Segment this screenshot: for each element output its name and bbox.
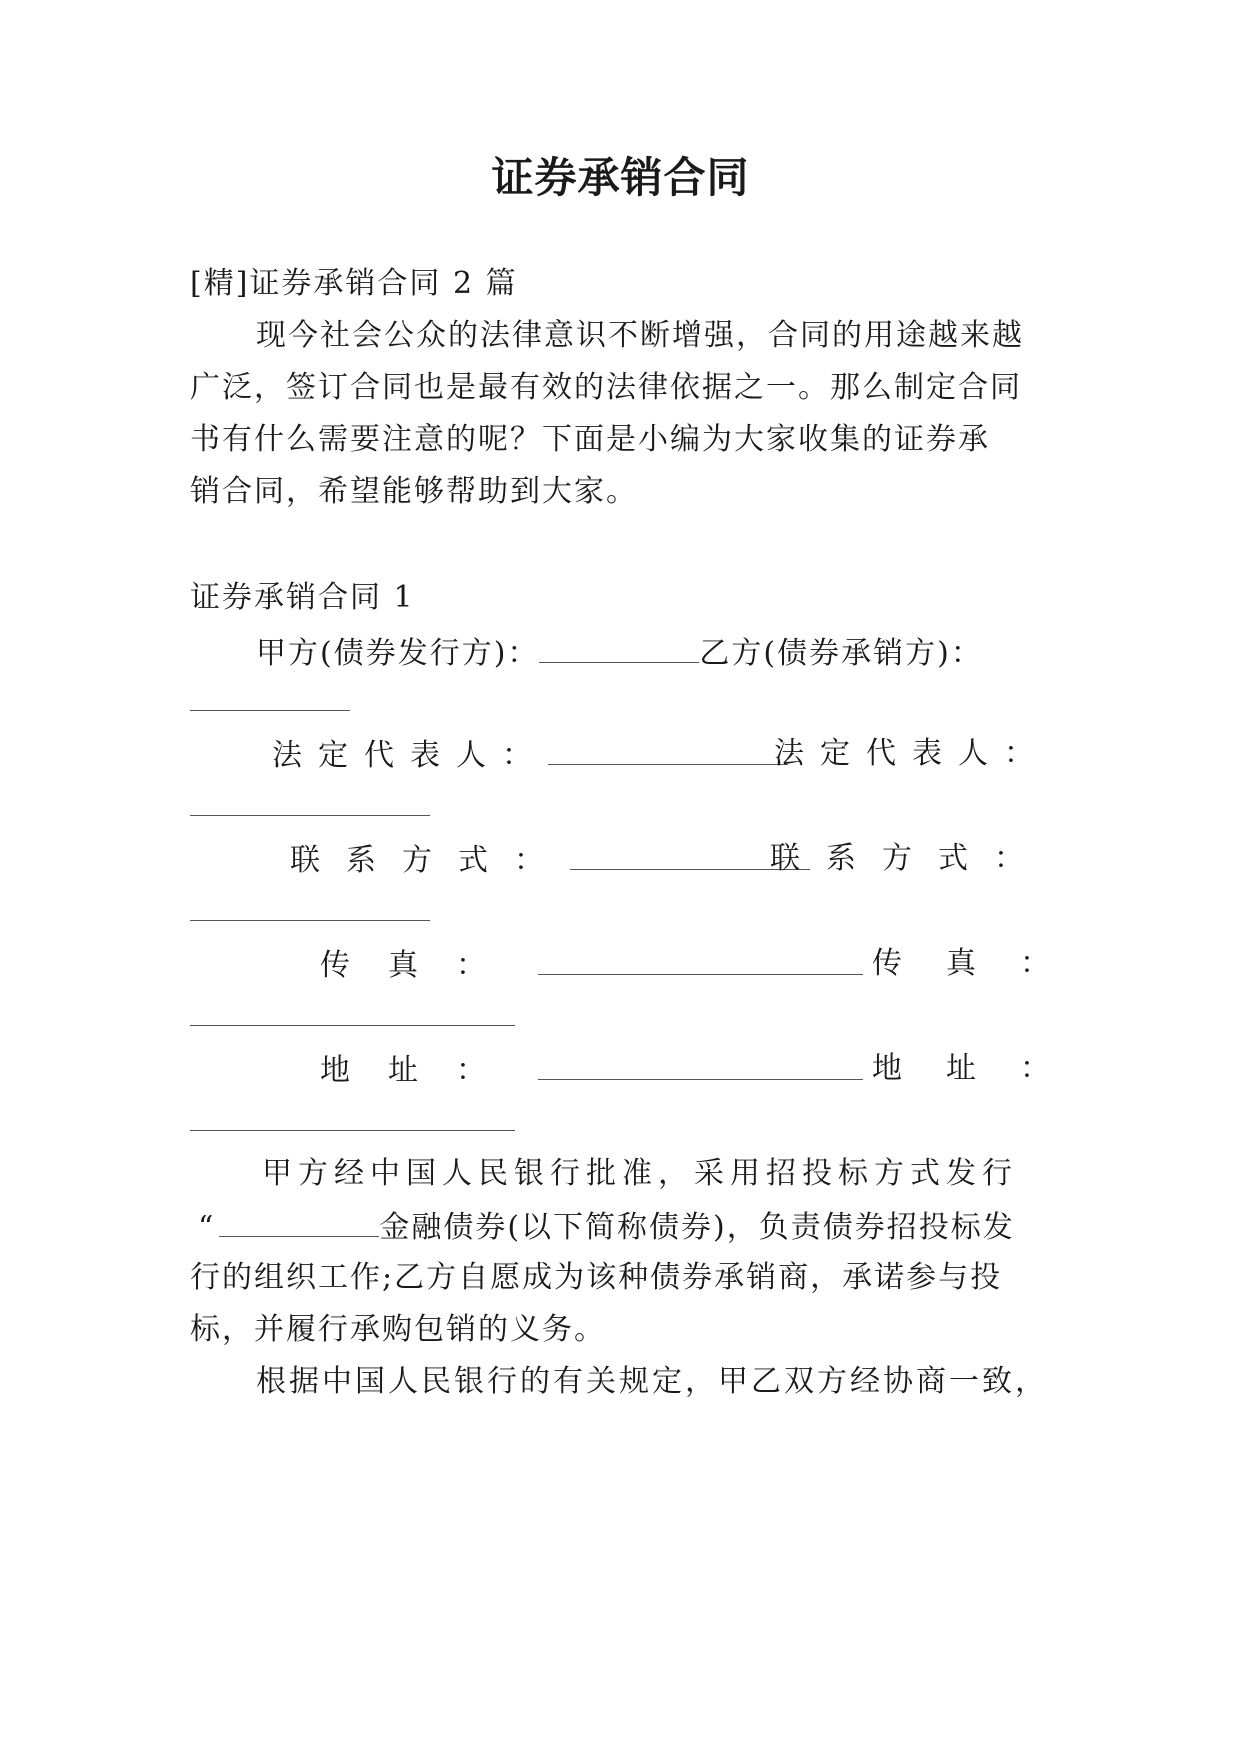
contact-b-blank[interactable]	[190, 920, 430, 921]
address-line	[320, 1049, 1094, 1091]
quote-mark: “	[198, 1210, 216, 1245]
intro-line-4: 销合同，希望能够帮助到大家。	[190, 474, 638, 509]
fax-line	[320, 944, 1094, 986]
legal-rep-label-b: 法定代表人：	[774, 736, 1050, 771]
address-b-blank[interactable]	[190, 1130, 515, 1131]
fax-label-b: 传真：	[872, 946, 1094, 981]
body-line-2-text: 金融债券(以下简称债券)，负责债券招投标发	[379, 1210, 1015, 1245]
section-heading: 证券承销合同 1	[190, 580, 415, 615]
intro-line-3: 书有什么需要注意的呢？下面是小编为大家收集的证券承	[190, 422, 990, 457]
body-line-1: 甲方经中国人民银行批准，采用招投标方式发行	[262, 1156, 1018, 1191]
party-line	[256, 632, 1050, 674]
intro-line-1: 现今社会公众的法律意识不断增强，合同的用途越来越	[256, 318, 1024, 353]
document-subtitle: [精]证券承销合同 2 篇	[190, 266, 518, 301]
party-a-blank[interactable]	[539, 632, 699, 663]
contact-label-b: 联系方式：	[770, 841, 1050, 876]
address-label-a: 地址：	[320, 1053, 524, 1088]
legal-rep-label-a: 法定代表人：	[272, 738, 548, 773]
address-label-b: 地址：	[872, 1051, 1094, 1086]
contact-line	[290, 839, 1050, 881]
fax-a-blank[interactable]	[538, 944, 863, 975]
party-b-label: 乙方(债券承销方)：	[699, 636, 983, 671]
intro-line-2: 广泛，签订合同也是最有效的法律依据之一。那么制定合同	[190, 370, 1022, 405]
legal-rep-b-blank[interactable]	[190, 815, 430, 816]
body-line-2	[198, 1206, 1058, 1248]
legal-rep-line	[272, 734, 1050, 776]
fax-b-blank[interactable]	[190, 1025, 515, 1026]
legal-rep-a-blank[interactable]	[548, 734, 788, 765]
body-line-3: 行的组织工作;乙方自愿成为该种债券承销商，承诺参与投	[190, 1260, 1003, 1295]
address-a-blank[interactable]	[538, 1049, 863, 1080]
fax-label-a: 传真：	[320, 948, 524, 983]
body-line-4: 标，并履行承购包销的义务。	[190, 1312, 606, 1347]
bond-name-blank[interactable]	[219, 1206, 379, 1237]
party-b-blank[interactable]	[190, 710, 350, 711]
contact-label-a: 联系方式：	[290, 843, 570, 878]
party-a-label: 甲方(债券发行方)：	[256, 636, 540, 671]
document-title: 证券承销合同	[491, 153, 750, 202]
body-line-5: 根据中国人民银行的有关规定，甲乙双方经协商一致，	[256, 1364, 1048, 1399]
